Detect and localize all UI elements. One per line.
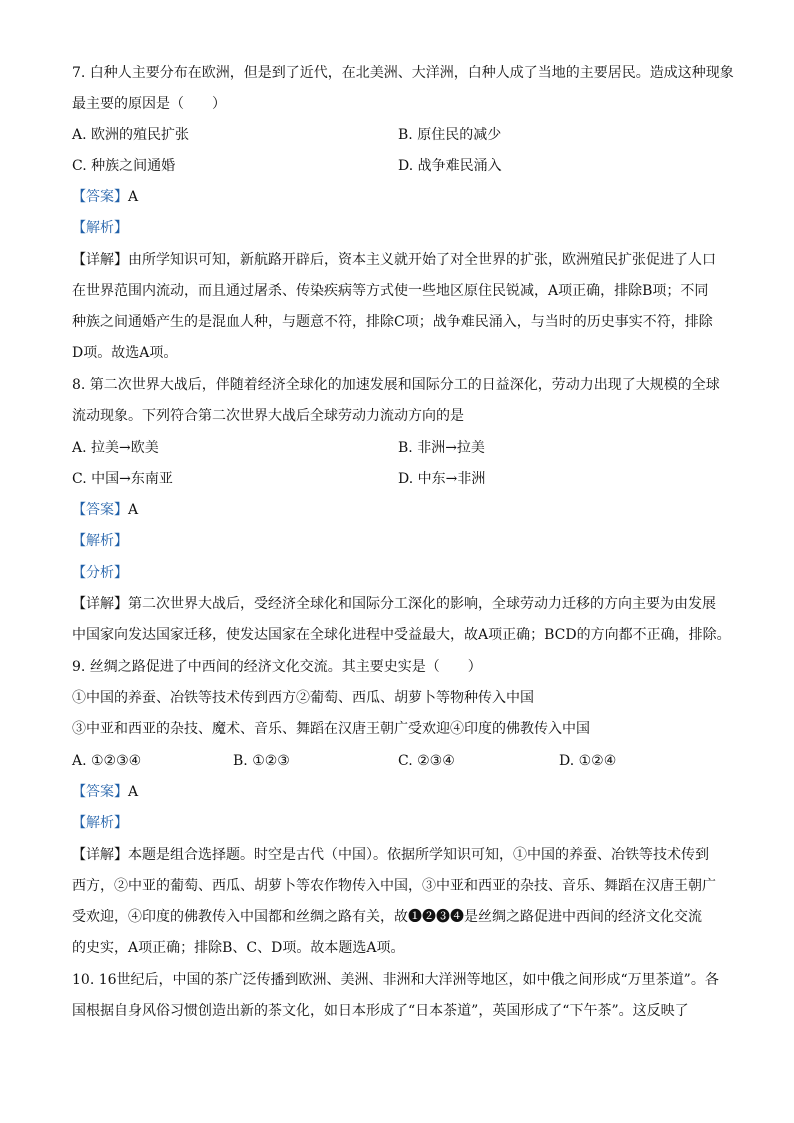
q7-analysis-tag: 【解析】 bbox=[72, 220, 128, 236]
detail-tag: 【详解】 bbox=[72, 252, 128, 268]
answer-tag: 【答案】 bbox=[72, 189, 128, 205]
q9-stem-line-2: ①中国的养蚕、冶铁等技术传到西方②葡萄、西瓜、胡萝卜等物种传入中国 bbox=[72, 690, 534, 706]
q8-answer bbox=[72, 500, 138, 520]
answer-tag: 【答案】 bbox=[72, 784, 128, 800]
q7-stem-line-2: 最主要的原因是（ ） bbox=[72, 96, 226, 112]
answer-value: A bbox=[128, 502, 139, 518]
q9-stem-line-1: 9. 丝绸之路促进了中西间的经济文化交流。其主要史实是（ ） bbox=[72, 659, 482, 675]
q9-detail-line-4: 的史实，A项正确；排除B、C、D项。故本题选A项。 bbox=[72, 940, 405, 956]
detail-text: 由所学知识可知，新航路开辟后，资本主义就开始了对全世界的扩张，欧洲殖民扩张促进了人口 bbox=[128, 252, 716, 268]
q9-option-b: B. ①②③ bbox=[233, 753, 290, 769]
q8-detail-line-1 bbox=[72, 594, 716, 614]
q8-option-c: C. 中国→东南亚 bbox=[72, 471, 173, 487]
q7-answer bbox=[72, 187, 138, 207]
q7-option-d: D. 战争难民涌入 bbox=[398, 158, 502, 174]
q8-fenxi-tag: 【分析】 bbox=[72, 565, 128, 581]
q9-option-a: A. ①②③④ bbox=[72, 753, 142, 769]
q7-option-a: A. 欧洲的殖民扩张 bbox=[72, 127, 190, 143]
q9-analysis-tag: 【解析】 bbox=[72, 815, 128, 831]
q8-stem-line-1: 8. 第二次世界大战后，伴随着经济全球化的加速发展和国际分工的日益深化，劳动力出现了大规模的全球 bbox=[72, 377, 720, 393]
q7-option-c: C. 种族之间通婚 bbox=[72, 158, 176, 174]
answer-value: A bbox=[128, 189, 139, 205]
q7-detail-line-1 bbox=[72, 250, 716, 270]
detail-tag: 【详解】 bbox=[72, 847, 128, 863]
q9-detail-line-3: 受欢迎，④印度的佛教传入中国都和丝绸之路有关，故❶❷❸❹是丝绸之路促进中西间的经济文化交流 bbox=[72, 909, 702, 925]
q9-detail-line-1 bbox=[72, 845, 709, 865]
q8-stem-line-2: 流动现象。下列符合第二次世界大战后全球劳动力流动方向的是 bbox=[72, 408, 464, 424]
q9-option-d: D. ①②④ bbox=[559, 753, 617, 769]
detail-text: 第二次世界大战后，受经济全球化和国际分工深化的影响，全球劳动力迁移的方向主要为由发展 bbox=[128, 596, 716, 612]
q9-option-c: C. ②③④ bbox=[398, 753, 455, 769]
detail-text: 本题是组合选择题。时空是古代（中国）。依据所学知识可知，①中国的养蚕、冶铁等技术传到 bbox=[128, 847, 709, 863]
answer-tag: 【答案】 bbox=[72, 502, 128, 518]
q8-option-a: A. 拉美→欧美 bbox=[72, 440, 159, 456]
q9-answer bbox=[72, 782, 138, 802]
q8-option-d: D. 中东→非洲 bbox=[398, 471, 486, 487]
q7-detail-line-4: D项。故选A项。 bbox=[72, 345, 178, 361]
q8-analysis-tag: 【解析】 bbox=[72, 533, 128, 549]
q8-detail-line-2: 中国家向发达国家迁移，使发达国家在全球化进程中受益最大，故A项正确；BCD的方向都不正确，排除。 bbox=[72, 627, 731, 643]
q8-option-b: B. 非洲→拉美 bbox=[398, 440, 485, 456]
q9-stem-line-3: ③中亚和西亚的杂技、魔术、音乐、舞蹈在汉唐王朝广受欢迎④印度的佛教传入中国 bbox=[72, 721, 590, 737]
answer-value: A bbox=[128, 784, 139, 800]
detail-tag: 【详解】 bbox=[72, 596, 128, 612]
q10-stem-line-2: 国根据自身风俗习惯创造出新的茶文化，如日本形成了“日本茶道”，英国形成了“下午茶”。这反映了 bbox=[72, 1003, 689, 1019]
q7-stem-line-1: 7. 白种人主要分布在欧洲，但是到了近代，在北美洲、大洋洲，白种人成了当地的主要居民。造成这种现象 bbox=[72, 65, 734, 81]
q7-detail-line-3: 种族之间通婚产生的是混血人种，与题意不符，排除C项；战争难民涌入，与当时的历史事实不符，排除 bbox=[72, 314, 713, 330]
q7-detail-line-2: 在世界范围内流动，而且通过屠杀、传染疾病等方式使一些地区原住民锐减，A项正确，排除B项；不同 bbox=[72, 283, 709, 299]
q10-stem-line-1: 10. 16世纪后，中国的茶广泛传播到欧洲、美洲、非洲和大洋洲等地区，如中俄之间形成“万里茶道”。各 bbox=[72, 972, 719, 988]
q9-detail-line-2: 西方，②中亚的葡萄、西瓜、胡萝卜等农作物传入中国，③中亚和西亚的杂技、音乐、舞蹈在汉唐王朝广 bbox=[72, 878, 716, 894]
q7-option-b: B. 原住民的减少 bbox=[398, 127, 502, 143]
